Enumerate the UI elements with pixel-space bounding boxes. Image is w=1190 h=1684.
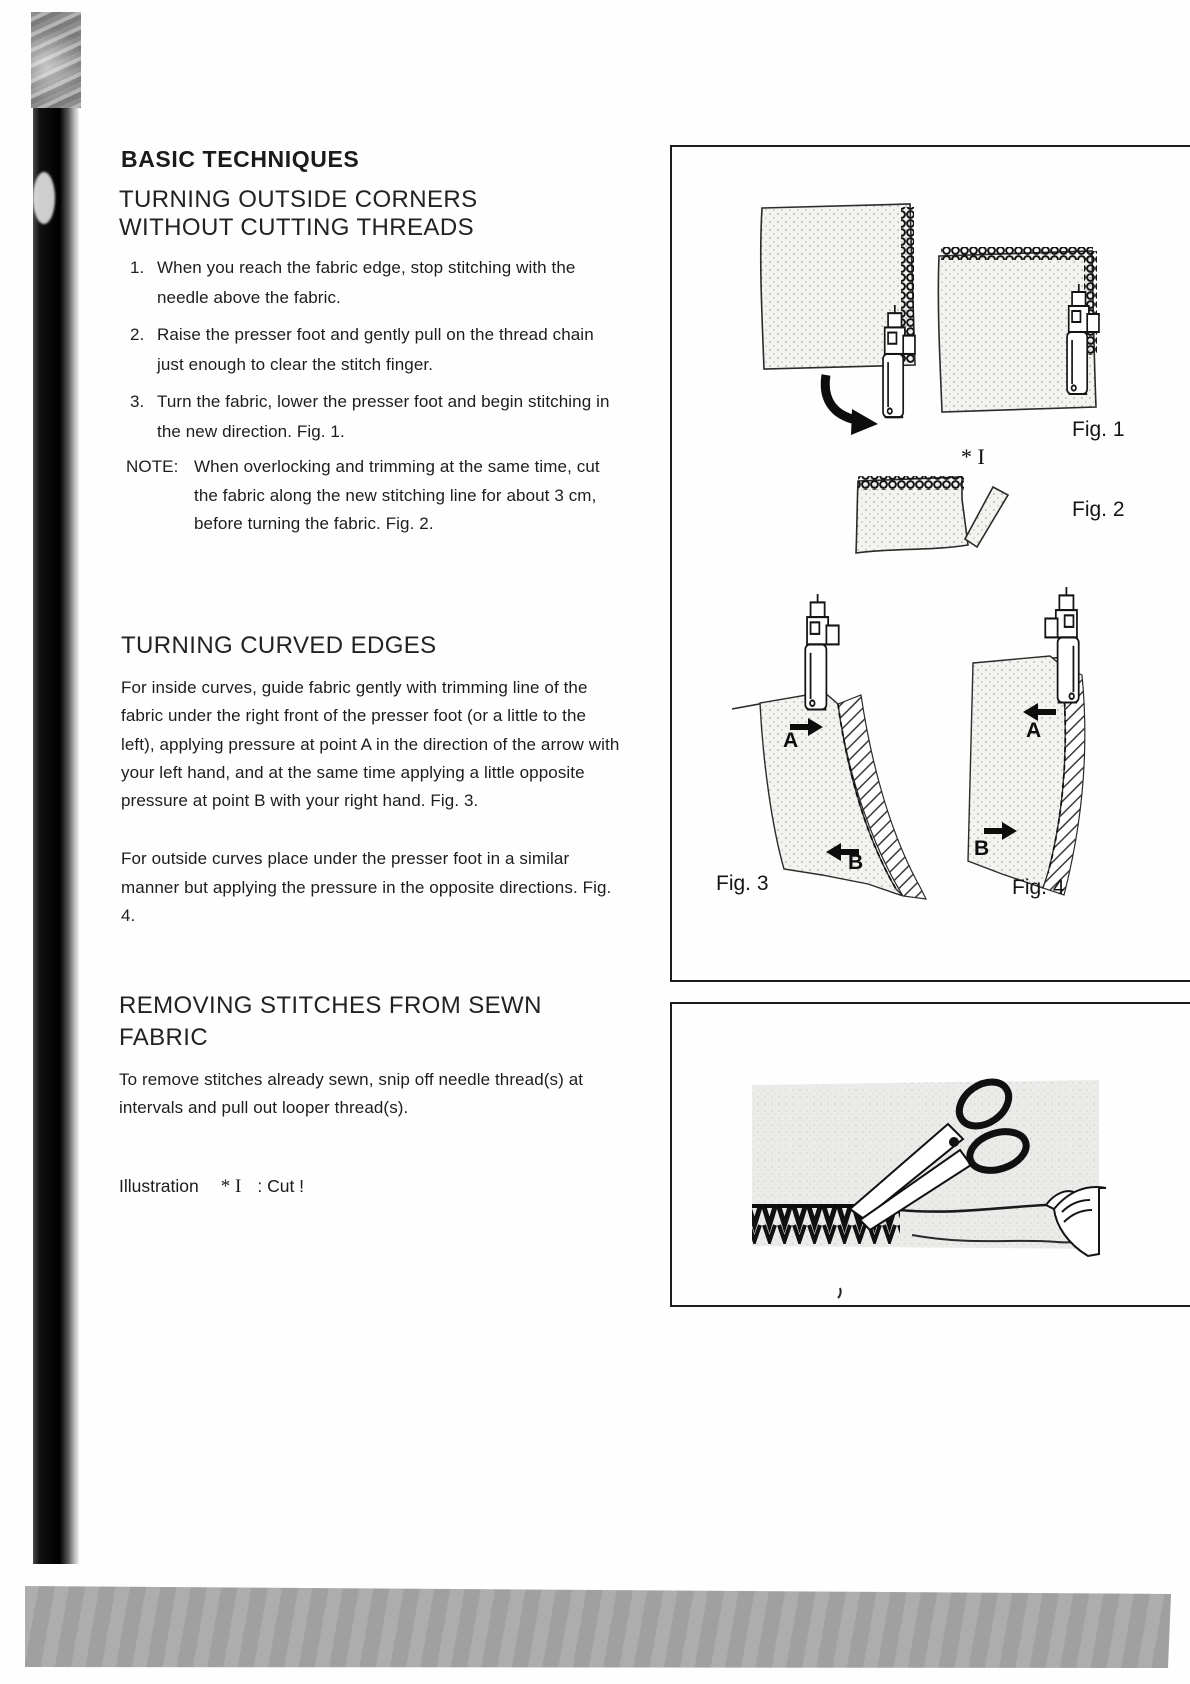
remove-stitches-illustration: [672, 1004, 1190, 1300]
figures-1-4-illustration: [672, 147, 1190, 975]
heading-curved-edges: TURNING CURVED EDGES: [121, 632, 437, 659]
step-item-3: [130, 387, 612, 447]
cut-symbol: * I: [220, 1176, 242, 1197]
fig3-fabric: [732, 594, 926, 899]
fig3-point-a-label: A: [783, 729, 799, 752]
step-number: 2.: [130, 325, 145, 344]
step-text: When you reach the fabric edge, stop stitching with the needle above the fabric.: [157, 258, 576, 307]
note-label: NOTE:: [126, 457, 179, 476]
removing-stitches-paragraph: To remove stitches already sewn, snip off needle thread(s) at intervals and pull out looper thread(s).: [119, 1070, 584, 1117]
scan-speck: [838, 1288, 841, 1298]
illustration-legend-meaning: : Cut !: [257, 1176, 305, 1196]
page-title: BASIC TECHNIQUES: [121, 146, 360, 172]
binding-edge-top-texture: [31, 12, 81, 108]
step-item-1: [130, 253, 612, 313]
fig1-left-fabric: [761, 204, 915, 435]
fig2-cut-marker: * I: [961, 444, 985, 469]
heading-outside-corners-line1: TURNING OUTSIDE CORNERS: [119, 186, 478, 213]
illustration-legend: [119, 1176, 304, 1198]
fig2-caption: Fig. 2: [1072, 498, 1125, 521]
figure-panel-top: [670, 145, 1190, 982]
heading-removing-stitches-line1: REMOVING STITCHES FROM SEWN: [119, 992, 542, 1019]
curved-edges-paragraph-1: For inside curves, guide fabric gently with trimming line of the fabric under the right front of the presser foot (or a little to the left), applying pressure at point A in the direction of the arrow with your left hand, and at the same time applying a little opposite pressure at point B with your right hand. Fig. 3.: [121, 678, 620, 811]
fig3-caption: Fig. 3: [716, 872, 769, 895]
step-number: 1.: [130, 258, 145, 277]
fig4-point-b-label: B: [974, 837, 990, 860]
fig2-fabric: [856, 476, 1008, 553]
fig4-caption: Fig. 4: [1012, 876, 1065, 899]
step-number: 3.: [130, 392, 145, 411]
fig1-right-fabric: [938, 247, 1099, 412]
note-block: [126, 453, 618, 539]
step-text: Turn the fabric, lower the presser foot and begin stitching in the new direction. Fig. 1.: [157, 392, 610, 441]
scan-artifact-bottom-bar: [25, 1583, 1172, 1669]
fig1-caption: Fig. 1: [1072, 418, 1125, 441]
heading-removing-stitches-line2: FABRIC: [119, 1024, 209, 1051]
note-text: When overlocking and trimming at the same time, cut the fabric along the new stitching line for about 3 cm, before turning the fabric. Fig. 2.: [194, 457, 600, 533]
step-list: [130, 253, 612, 447]
binding-edge-artifact: [33, 12, 79, 1564]
curved-edges-paragraph-2: For outside curves place under the presser foot in a similar manner but applying the pressure in the opposite directions. Fig. 4.: [121, 849, 612, 926]
fig3-point-b-label: B: [848, 851, 864, 874]
step-item-2: [130, 320, 612, 380]
fig4-point-a-label: A: [1026, 719, 1042, 742]
binding-edge-highlight: [33, 172, 55, 224]
illustration-legend-label: Illustration: [119, 1176, 199, 1196]
figure-panel-bottom: [670, 1002, 1190, 1307]
step-text: Raise the presser foot and gently pull on the thread chain just enough to clear the stitch finger.: [157, 325, 594, 374]
heading-outside-corners-line2: WITHOUT CUTTING THREADS: [119, 214, 474, 241]
